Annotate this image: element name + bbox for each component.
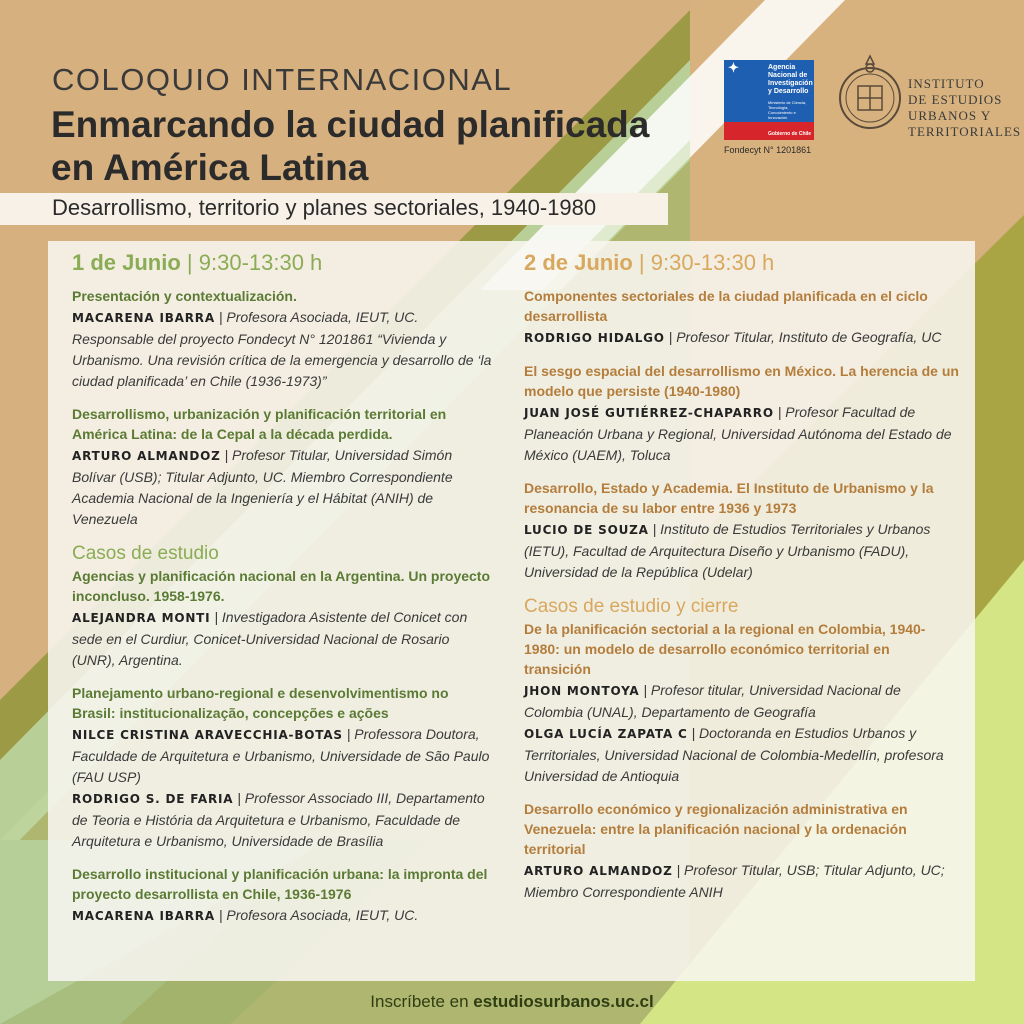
speaker (524, 860, 960, 903)
talk-item (524, 799, 960, 903)
speaker-name: LUCIO DE SOUZA (524, 523, 649, 537)
speaker (72, 445, 492, 530)
registration-footer (0, 992, 1024, 1012)
talk-title: De la planificación sectorial a la regional en Colombia, 1940-1980: un modelo de desarrollo económico territorial en transición (524, 621, 926, 677)
speaker (524, 680, 960, 723)
day1-heading (72, 250, 492, 276)
speaker-desc: | Profesora Asociada, IEUT, UC. (214, 907, 419, 923)
event-kicker: COLOQUIO INTERNACIONAL (52, 62, 513, 97)
talk-item (524, 478, 960, 583)
day2-date: 2 de Junio (524, 250, 633, 275)
speaker (72, 307, 492, 392)
speaker-desc: | Professora Doutora, Faculdade de Arquitetura e Urbanismo, Universidade de São Paulo (FAU USP) (72, 726, 490, 785)
institute-name (908, 76, 1021, 140)
speaker (524, 519, 960, 583)
agency-line-3: Investigación (768, 80, 813, 87)
event-subtitle-bar (0, 193, 668, 225)
agency-ministry: Ministerio de Ciencia, Tecnología, Conocimiento e Innovación (768, 100, 807, 120)
day2-separator: | (632, 250, 651, 275)
star-icon: ✦ (728, 60, 739, 75)
agency-line-1: Agencia (768, 64, 796, 71)
anid-logo (724, 60, 814, 140)
speaker-desc: | Professor Associado III, Departamento de Teoria e História da Arquitetura e Urbanismo, Faculdade de Arquitetura e Urbanismo, Universidade de Brasília (72, 790, 485, 849)
talk-item (72, 286, 492, 392)
university-seal-icon (838, 52, 902, 134)
footer-prefix: Inscríbete en (370, 992, 474, 1011)
speaker (524, 723, 960, 787)
day2-section-heading: Casos de estudio y cierre (524, 596, 739, 617)
day1-section-heading: Casos de estudio (72, 543, 219, 564)
speaker-name: RODRIGO S. DE FARIA (72, 792, 234, 806)
institute-line-1: INSTITUTO (908, 76, 985, 91)
talk-title: Desarrollismo, urbanización y planificación territorial en América Latina: de la Cepal a la década perdida. (72, 406, 447, 442)
talk-item (524, 619, 960, 787)
talk-item (72, 566, 492, 671)
speaker-desc: | Profesora Asociada, IEUT, UC. Responsable del proyecto Fondecyt N° 1201861 “Vivienda y Urbanismo. Una revisión crítica de la emergencia y desarrollo de ‘la ciudad planificada’ en Chile (1936-1973)” (72, 309, 492, 389)
speaker-desc: | Doctoranda en Estudios Urbanos y Territoriales, Universidad Nacional de Colombia-Medellín, profesora Universidad de Antioquia (524, 725, 944, 784)
speaker-desc: | Investigadora Asistente del Conicet con sede en el Curdiur, Conicet-Universidad Nacional de Rosario (UNR), Argentina. (72, 609, 468, 668)
talk-title: Desarrollo, Estado y Academia. El Instituto de Urbanismo y la resonancia de su labor entre 1936 y 1973 (524, 480, 934, 516)
talk-title: Desarrollo institucional y planificación urbana: la impronta del proyecto desarrollista en Chile, 1936-1976 (72, 866, 488, 902)
speaker-name: NILCE CRISTINA ARAVECCHIA-BOTAS (72, 728, 343, 742)
speaker-desc: | Profesor titular, Universidad Nacional de Colombia (UNAL), Departamento de Geografía (524, 682, 901, 720)
talk-title: Componentes sectoriales de la ciudad planificada en el ciclo desarrollista (524, 288, 928, 324)
day2-time: 9:30-13:30 h (650, 250, 775, 275)
day1-separator: | (180, 250, 199, 275)
registration-link[interactable]: estudiosurbanos.uc.cl (473, 992, 654, 1011)
speaker-name: JHON MONTOYA (524, 684, 640, 698)
fondecyt-number: Fondecyt N° 1201861 (724, 145, 812, 155)
speaker-name: JUAN JOSÉ GUTIÉRREZ-CHAPARRO (524, 406, 774, 420)
talk-title: El sesgo espacial del desarrollismo en México. La herencia de un modelo que persiste (1940-1980) (524, 363, 959, 399)
speaker-name: ARTURO ALMANDOZ (524, 864, 673, 878)
institute-line-2: DE ESTUDIOS (908, 92, 1003, 107)
speaker-desc: | Profesor Facultad de Planeación Urbana y Regional, Universidad Autónoma del Estado de México (UAEM), Toluca (524, 404, 952, 463)
agency-line-4: y Desarrollo (768, 88, 809, 95)
talk-title: Presentación y contextualización. (72, 288, 297, 304)
talk-item (72, 864, 492, 927)
talk-item (72, 404, 492, 530)
speaker (524, 402, 960, 466)
institute-line-3: URBANOS Y (908, 108, 992, 123)
talk-title: Desarrollo económico y regionalización administrativa en Venezuela: entre la planificación nacional y la ordenación territorial (524, 801, 908, 857)
agency-line-2: Nacional de (768, 72, 808, 79)
day1-column (72, 250, 492, 939)
speaker (72, 607, 492, 671)
speaker-desc: | Profesor Titular, Universidad Simón Bolívar (USB); Titular Adjunto, UC. Miembro Correspondiente Academia Nacional de la Ingeniería y el Hábitat (ANIH) de Venezuela (72, 447, 453, 527)
talk-item (524, 361, 960, 466)
speaker-name: OLGA LUCÍA ZAPATA C (524, 727, 688, 741)
speaker (72, 724, 492, 788)
event-title: Enmarcando la ciudad planificada en América Latina (51, 104, 650, 188)
agency-gov: Gobierno de Chile (768, 131, 812, 137)
day2-heading (524, 250, 960, 276)
speaker (524, 327, 960, 349)
talk-title: Agencias y planificación nacional en la Argentina. Un proyecto inconcluso. 1958-1976. (72, 568, 491, 604)
speaker-name: MACARENA IBARRA (72, 909, 215, 923)
speaker-name: ALEJANDRA MONTI (72, 611, 211, 625)
speaker-name: RODRIGO HIDALGO (524, 331, 665, 345)
day1-time: 9:30-13:30 h (198, 250, 323, 275)
institute-line-4: TERRITORIALES (908, 124, 1022, 139)
speaker-name: ARTURO ALMANDOZ (72, 449, 221, 463)
speaker-desc: | Profesor Titular, USB; Titular Adjunto, UC; Miembro Correspondiente ANIH (524, 862, 945, 900)
day2-column (524, 250, 960, 915)
speaker-name: MACARENA IBARRA (72, 311, 215, 325)
day1-date: 1 de Junio (72, 250, 181, 275)
speaker (72, 905, 492, 927)
event-subtitle: Desarrollismo, territorio y planes sectoriales, 1940-1980 (52, 195, 597, 220)
talk-title: Planejamento urbano-regional e desenvolvimentismo no Brasil: institucionalização, concepções e ações (72, 685, 449, 721)
speaker-desc: | Profesor Titular, Instituto de Geografía, UC (664, 329, 942, 345)
speaker-desc: | Instituto de Estudios Territoriales y Urbanos (IETU), Facultad de Arquitectura Diseño y Urbanismo (FADU), Universidad de la República (Udelar) (524, 521, 931, 580)
speaker (72, 788, 492, 852)
talk-item (524, 286, 960, 349)
talk-item (72, 683, 492, 852)
